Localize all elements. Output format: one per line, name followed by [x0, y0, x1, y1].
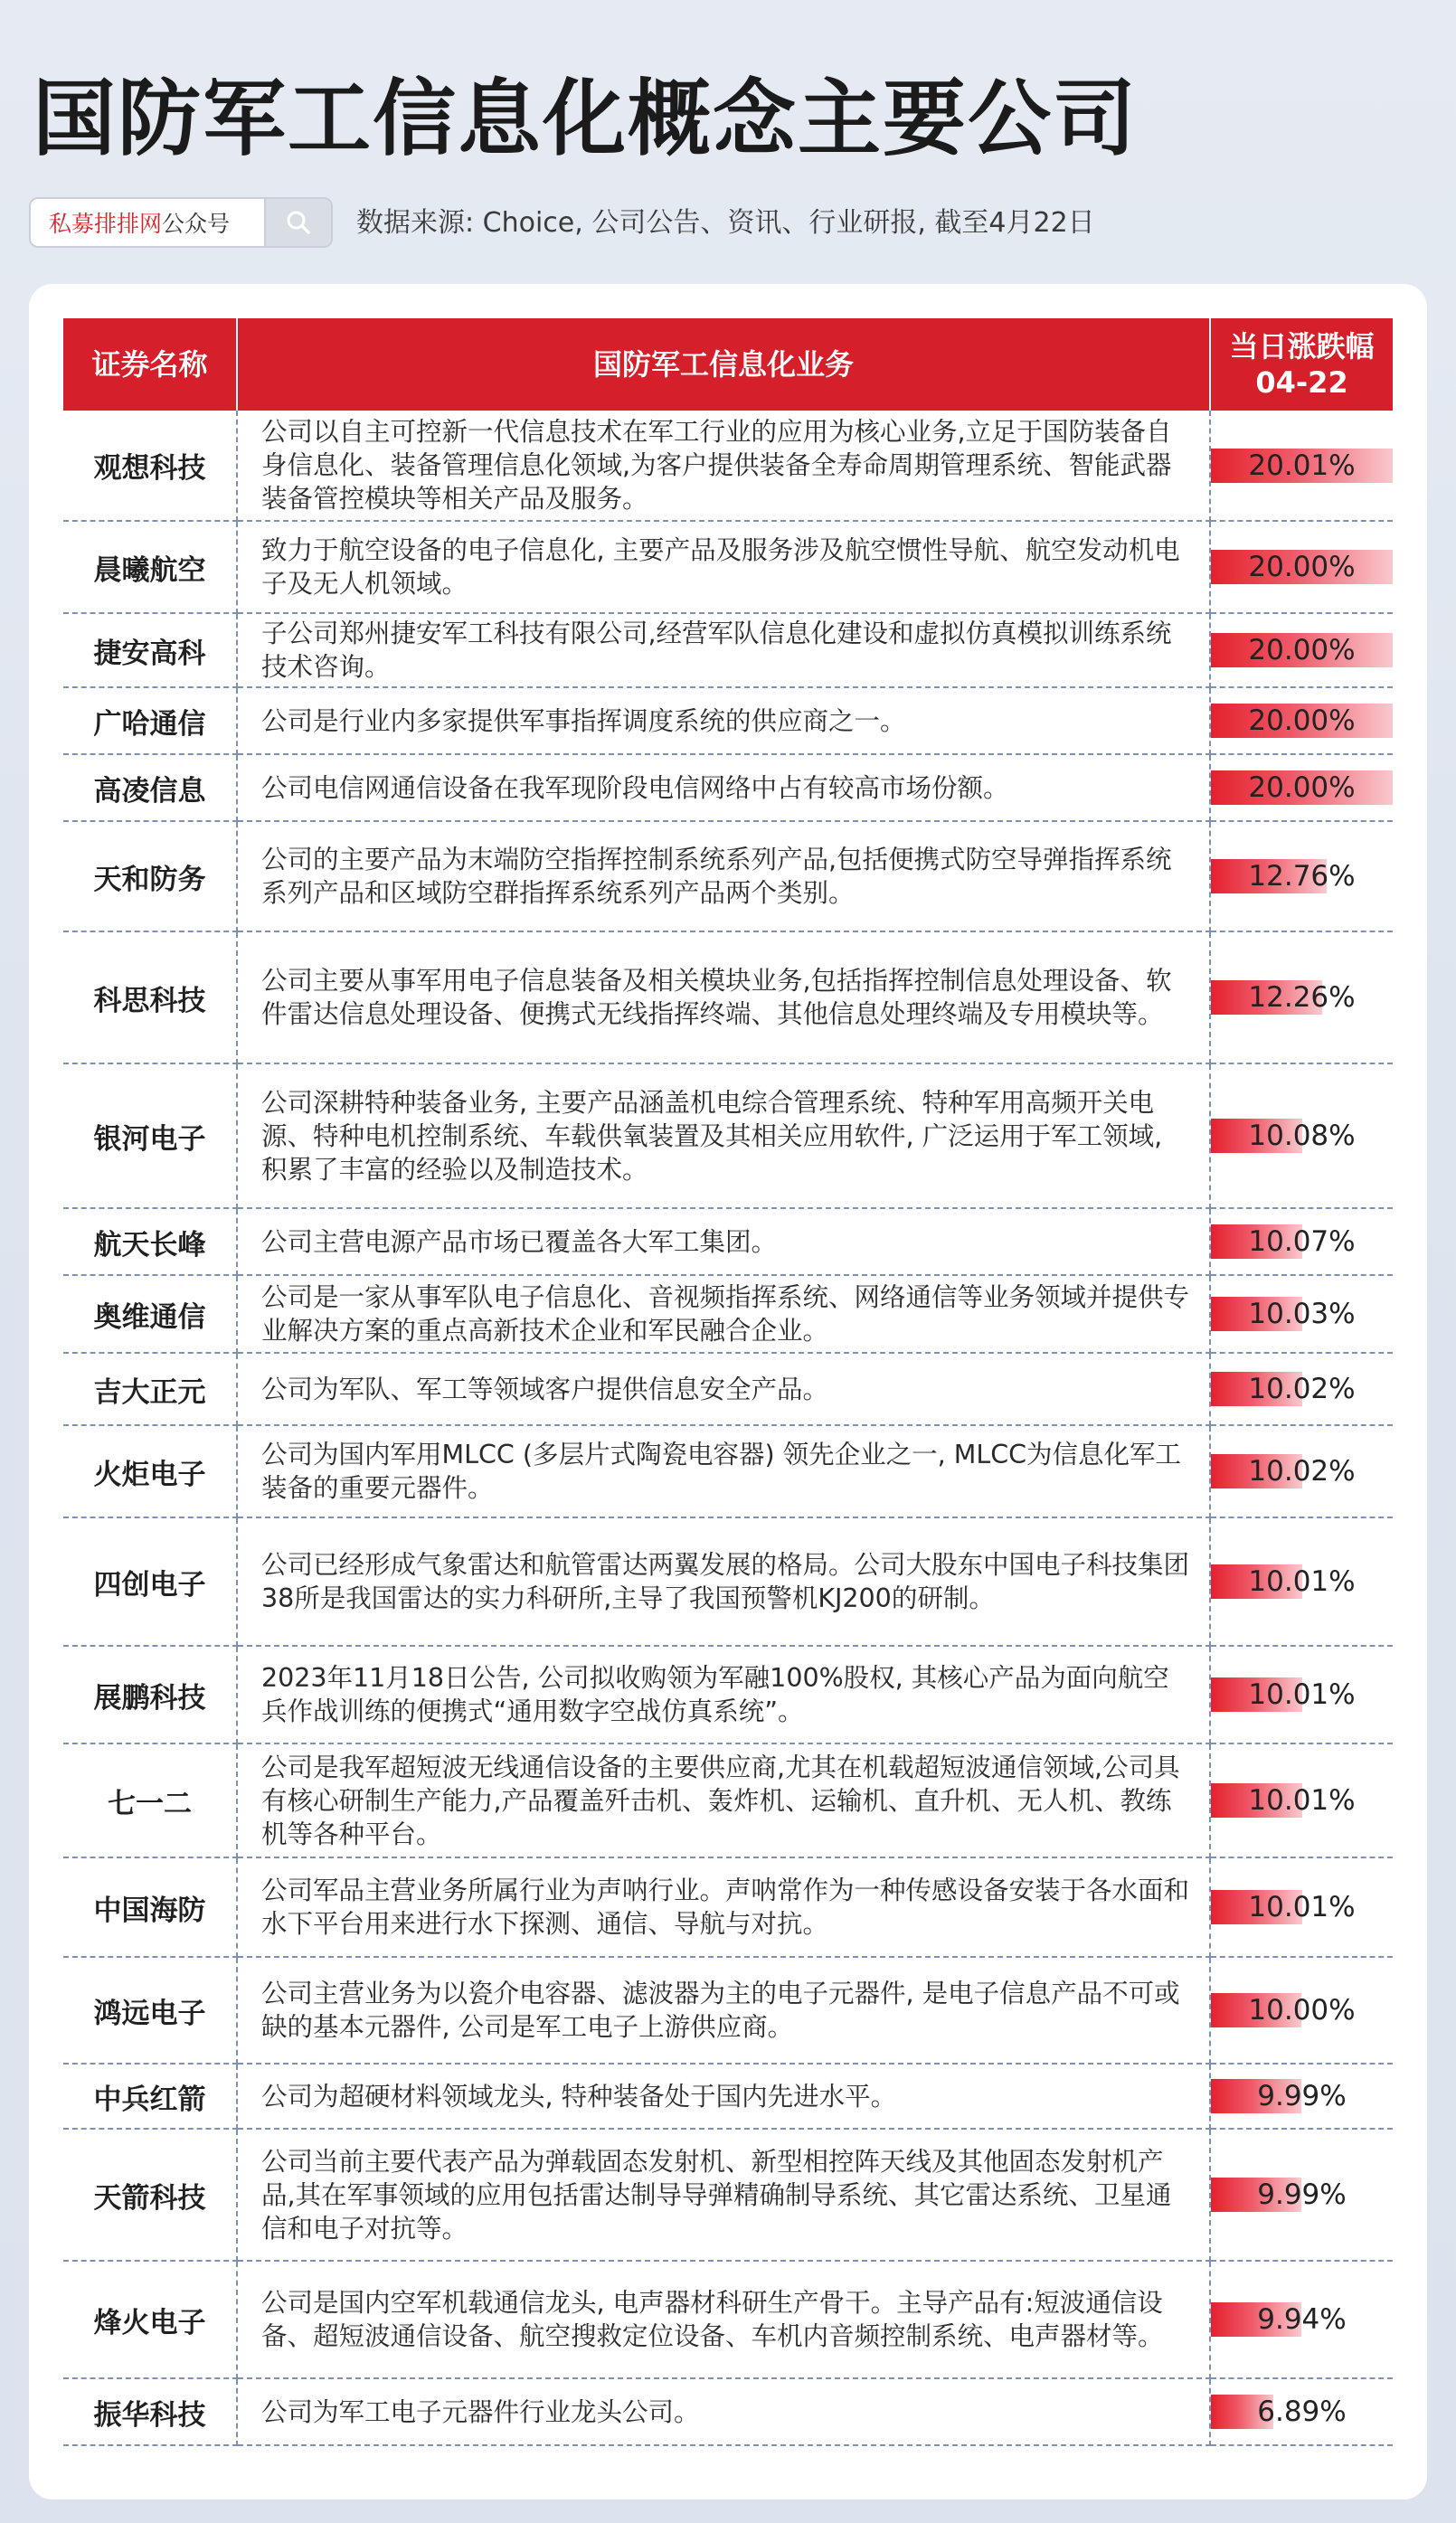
change-bar-track [1211, 704, 1393, 738]
change-cell [1210, 931, 1393, 1063]
business-description: 公司为国内军用MLCC (多层片式陶瓷电容器) 领先企业之一, MLCC为信息化军工装备的重要元器件。 [237, 1425, 1210, 1517]
business-description: 公司是国内空军机载通信龙头, 电声器材科研生产骨干。主导产品有:短波通信设备、超短波通信设备、航空搜救定位设备、车机内音频控制系统、电声器材等。 [237, 2261, 1210, 2378]
search-suffix: 公众号 [162, 211, 231, 237]
data-source-note: 数据来源: Choice, 公司公告、资讯、行业研报, 截至4月22日 [356, 207, 1095, 239]
table-row [63, 613, 1393, 687]
change-value: 12.76% [1248, 860, 1356, 893]
table-row [63, 2064, 1393, 2129]
change-value: 10.03% [1248, 1298, 1356, 1330]
change-cell [1210, 1208, 1393, 1275]
company-name: 火炬电子 [63, 1425, 237, 1517]
change-cell [1210, 2129, 1393, 2261]
change-value: 20.00% [1248, 771, 1356, 804]
table-row [63, 1646, 1393, 1743]
search-box[interactable] [29, 197, 333, 248]
business-description: 公司为军队、军工等领域客户提供信息安全产品。 [237, 1353, 1210, 1425]
business-description: 公司为军工电子元器件行业龙头公司。 [237, 2378, 1210, 2445]
change-bar-track [1211, 1297, 1393, 1331]
table-row [63, 1353, 1393, 1425]
company-name: 天和防务 [63, 821, 237, 931]
change-cell [1210, 821, 1393, 931]
table-row [63, 411, 1393, 521]
company-name: 中兵红箭 [63, 2064, 237, 2129]
business-description: 公司以自主可控新一代信息技术在军工行业的应用为核心业务,立足于国防装备自身信息化、装备管理信息化领域,为客户提供装备全寿命周期管理系统、智能武器装备管控模块等相关产品及服务。 [237, 411, 1210, 521]
change-bar-track [1211, 980, 1393, 1015]
business-description: 公司电信网通信设备在我军现阶段电信网络中占有较高市场份额。 [237, 754, 1210, 821]
change-cell [1210, 1425, 1393, 1517]
change-bar-track [1211, 1783, 1393, 1818]
change-bar-track [1211, 449, 1393, 483]
change-cell [1210, 1517, 1393, 1646]
change-bar-track [1211, 1890, 1393, 1924]
table-row [63, 1425, 1393, 1517]
search-label [31, 206, 264, 239]
change-value: 10.01% [1248, 1678, 1356, 1711]
company-name: 七一二 [63, 1743, 237, 1857]
company-name: 观想科技 [63, 411, 237, 521]
change-cell [1210, 521, 1393, 613]
change-value: 20.00% [1248, 704, 1356, 737]
header-business: 国防军工信息化业务 [237, 318, 1210, 411]
company-table [63, 318, 1393, 2446]
table-row [63, 931, 1393, 1063]
company-name: 鸿远电子 [63, 1957, 237, 2064]
change-value: 10.01% [1248, 1565, 1356, 1598]
search-brand: 私募排排网 [49, 211, 163, 237]
change-bar-track [1211, 550, 1393, 584]
table-row [63, 1517, 1393, 1646]
company-name: 奥维通信 [63, 1275, 237, 1353]
table-card [29, 284, 1427, 2499]
change-value: 12.26% [1248, 981, 1356, 1014]
search-icon [285, 209, 312, 236]
table-row [63, 521, 1393, 613]
change-cell [1210, 1063, 1393, 1208]
change-cell [1210, 1743, 1393, 1857]
change-cell [1210, 1275, 1393, 1353]
change-bar-track [1211, 1677, 1393, 1712]
change-value: 9.94% [1257, 2303, 1347, 2336]
change-value: 20.00% [1248, 634, 1356, 666]
change-bar-track [1211, 2079, 1393, 2113]
change-bar-track [1211, 1119, 1393, 1153]
business-description: 公司深耕特种装备业务, 主要产品涵盖机电综合管理系统、特种军用高频开关电源、特种电机控制系统、车载供氧装置及其相关应用软件, 广泛运用于军工领域, 积累了丰富的经验以及制造技术。 [237, 1063, 1210, 1208]
table-row [63, 1743, 1393, 1857]
business-description: 公司主营电源产品市场已覆盖各大军工集团。 [237, 1208, 1210, 1275]
business-description: 公司主要从事军用电子信息装备及相关模块业务,包括指挥控制信息处理设备、软件雷达信息处理设备、便携式无线指挥终端、其他信息处理终端及专用模块等。 [237, 931, 1210, 1063]
table-row [63, 2129, 1393, 2261]
change-bar-track [1211, 2395, 1393, 2429]
table-row [63, 687, 1393, 754]
table-row [63, 2378, 1393, 2445]
header-change-date: 04-22 [1255, 365, 1348, 400]
change-bar-track [1211, 770, 1393, 805]
company-name: 航天长峰 [63, 1208, 237, 1275]
business-description: 致力于航空设备的电子信息化, 主要产品及服务涉及航空惯性导航、航空发动机电子及无人机领域。 [237, 521, 1210, 613]
change-cell [1210, 1353, 1393, 1425]
business-description: 公司的主要产品为末端防空指挥控制系统系列产品,包括便携式防空导弹指挥系统系列产品和区域防空群指挥系统系列产品两个类别。 [237, 821, 1210, 931]
header-name: 证券名称 [63, 318, 237, 411]
business-description: 公司是我军超短波无线通信设备的主要供应商,尤其在机载超短波通信领域,公司具有核心研制生产能力,产品覆盖歼击机、轰炸机、运输机、直升机、无人机、教练机等各种平台。 [237, 1743, 1210, 1857]
business-description: 2023年11月18日公告, 公司拟收购领为军融100%股权, 其核心产品为面向航空兵作战训练的便携式“通用数字空战仿真系统”。 [237, 1646, 1210, 1743]
change-cell [1210, 1957, 1393, 2064]
change-cell [1210, 2261, 1393, 2378]
company-name: 银河电子 [63, 1063, 237, 1208]
business-description: 子公司郑州捷安军工科技有限公司,经营军队信息化建设和虚拟仿真模拟训练系统技术咨询。 [237, 613, 1210, 687]
table-row [63, 754, 1393, 821]
search-button[interactable] [264, 199, 331, 246]
change-bar-track [1211, 859, 1393, 893]
business-description: 公司是一家从事军队电子信息化、音视频指挥系统、网络通信等业务领域并提供专业解决方案的重点高新技术企业和军民融合企业。 [237, 1275, 1210, 1353]
change-value: 10.07% [1248, 1225, 1356, 1258]
change-value: 10.02% [1248, 1373, 1356, 1405]
table-row [63, 1857, 1393, 1957]
company-name: 科思科技 [63, 931, 237, 1063]
change-bar-track [1211, 1372, 1393, 1406]
change-value: 10.01% [1248, 1784, 1356, 1817]
change-cell [1210, 1646, 1393, 1743]
change-bar-track [1211, 1993, 1393, 2027]
change-value: 10.01% [1248, 1891, 1356, 1923]
business-description: 公司主营业务为以瓷介电容器、滤波器为主的电子元器件, 是电子信息产品不可或缺的基本元器件, 公司是军工电子上游供应商。 [237, 1957, 1210, 2064]
change-cell [1210, 411, 1393, 521]
table-row [63, 821, 1393, 931]
company-name: 广哈通信 [63, 687, 237, 754]
business-description: 公司已经形成气象雷达和航管雷达两翼发展的格局。公司大股东中国电子科技集团38所是我国雷达的实力科研所,主导了我国预警机KJ200的研制。 [237, 1517, 1210, 1646]
table-row [63, 2261, 1393, 2378]
change-cell [1210, 687, 1393, 754]
business-description: 公司军品主营业务所属行业为声呐行业。声呐常作为一种传感设备安装于各水面和水下平台用来进行水下探测、通信、导航与对抗。 [237, 1857, 1210, 1957]
page-title: 国防军工信息化概念主要公司 [33, 71, 1139, 167]
company-name: 捷安高科 [63, 613, 237, 687]
change-bar-track [1211, 633, 1393, 667]
table-row [63, 1063, 1393, 1208]
change-cell [1210, 754, 1393, 821]
change-value: 10.00% [1248, 1994, 1356, 2027]
table-row [63, 1208, 1393, 1275]
table-row [63, 1275, 1393, 1353]
business-description: 公司为超硬材料领域龙头, 特种装备处于国内先进水平。 [237, 2064, 1210, 2129]
change-cell [1210, 2064, 1393, 2129]
company-name: 吉大正元 [63, 1353, 237, 1425]
company-name: 晨曦航空 [63, 521, 237, 613]
company-name: 烽火电子 [63, 2261, 237, 2378]
company-name: 振华科技 [63, 2378, 237, 2445]
change-cell [1210, 2378, 1393, 2445]
company-name: 高凌信息 [63, 754, 237, 821]
change-value: 20.00% [1248, 551, 1356, 583]
change-value: 20.01% [1248, 449, 1356, 482]
change-bar-track [1211, 1564, 1393, 1599]
table-header-row [63, 318, 1393, 411]
change-value: 10.08% [1248, 1120, 1356, 1152]
table-row [63, 1957, 1393, 2064]
change-value: 9.99% [1257, 2178, 1347, 2211]
change-cell [1210, 1857, 1393, 1957]
change-bar-track [1211, 1224, 1393, 1259]
change-bar-track [1211, 1454, 1393, 1488]
company-name: 四创电子 [63, 1517, 237, 1646]
change-bar-track [1211, 2302, 1393, 2337]
change-value: 6.89% [1257, 2395, 1347, 2428]
change-cell [1210, 613, 1393, 687]
change-value: 9.99% [1257, 2080, 1347, 2112]
header-change-label: 当日涨跌幅 [1229, 329, 1375, 364]
company-name: 展鹏科技 [63, 1646, 237, 1743]
company-name: 天箭科技 [63, 2129, 237, 2261]
company-name: 中国海防 [63, 1857, 237, 1957]
change-bar-track [1211, 2178, 1393, 2212]
business-description: 公司是行业内多家提供军事指挥调度系统的供应商之一。 [237, 687, 1210, 754]
header-change [1210, 318, 1393, 411]
business-description: 公司当前主要代表产品为弹载固态发射机、新型相控阵天线及其他固态发射机产品,其在军事领域的应用包括雷达制导导弹精确制导系统、其它雷达系统、卫星通信和电子对抗等。 [237, 2129, 1210, 2261]
change-value: 10.02% [1248, 1455, 1356, 1488]
